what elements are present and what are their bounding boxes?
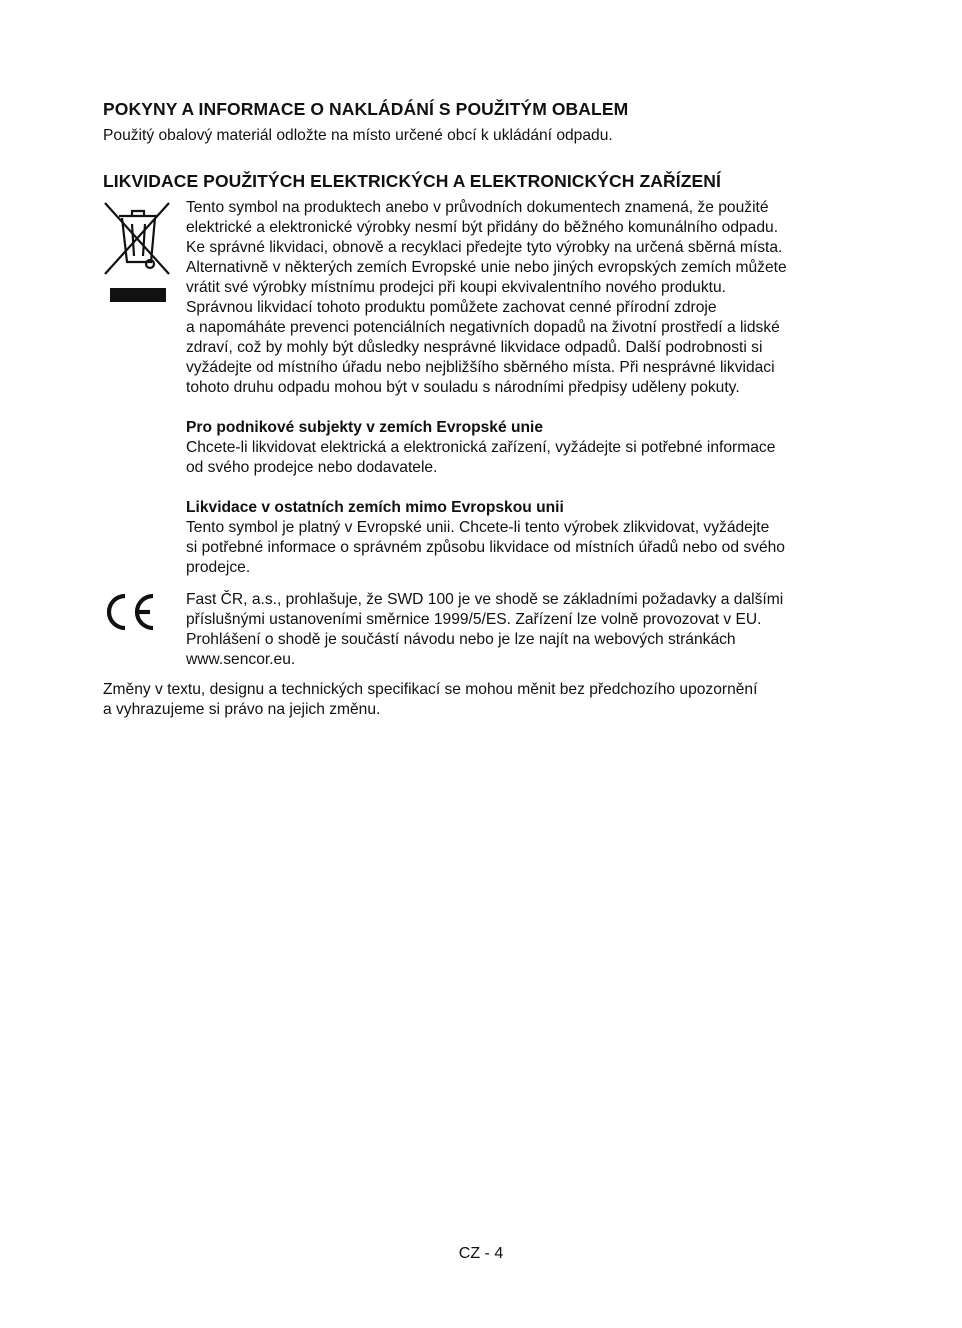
page-number: CZ - 4 xyxy=(458,1245,504,1262)
outside-eu-section xyxy=(186,498,785,578)
outside-title: Likvidace v ostatních zemích mimo Evropskou unii xyxy=(186,499,564,516)
intro-line: Tento symbol na produktech anebo v průvodních dokumentech znamená, že použité xyxy=(186,199,769,216)
ce-line: příslušnými ustanoveními směrnice 1999/5/ES. Zařízení lze volně provozovat v EU. xyxy=(186,611,762,628)
business-title: Pro podnikové subjekty v zemích Evropské unie xyxy=(186,419,544,436)
section1-heading: POKYNY A INFORMACE O NAKLÁDÁNÍ S POUŽITÝM OBALEM xyxy=(103,99,629,119)
business-line: Chcete-li likvidovat elektrická a elektronická zařízení, vyžádejte si potřebné informace xyxy=(186,439,776,456)
intro-line: Správnou likvidací tohoto produktu pomůžete zachovat cenné přírodní zdroje xyxy=(186,299,717,316)
ce-declaration xyxy=(186,590,783,670)
outside-line: Tento symbol je platný v Evropské unii. Chcete-li tento výrobek zlikvidovat, vyžádejte xyxy=(186,519,770,536)
ce-line: www.sencor.eu. xyxy=(186,651,296,668)
intro-line: zdraví, což by mohly být důsledky nesprávné likvidace odpadů. Další podrobnosti si xyxy=(186,339,763,356)
intro-line: vyžádejte od místního úřadu nebo nejbližšího sběrného místa. Při nesprávné likvidaci xyxy=(186,359,775,376)
intro-line: a napomáháte prevenci potenciálních negativních dopadů na životní prostředí a lidské xyxy=(186,319,780,336)
outside-line: si potřebné informace o správném způsobu likvidace od místních úřadů nebo od svého xyxy=(186,539,785,556)
changes-note xyxy=(103,680,757,720)
intro-line: Ke správné likvidaci, obnově a recyklaci předejte tyto výrobky na určená sběrná místa. xyxy=(186,239,783,256)
changes-line: Změny v textu, designu a technických specifikací se mohou měnit bez předchozího upozornění xyxy=(103,681,758,698)
outside-line: prodejce. xyxy=(186,559,251,576)
intro-line: elektrické a elektronické výrobky nesmí být přidány do běžného komunálního odpadu. xyxy=(186,219,779,236)
section1-text: Použitý obalový materiál odložte na místo určené obcí k ukládání odpadu. xyxy=(103,127,613,144)
intro-line: vrátit své výrobky místnímu prodejci při koupi ekvivalentního nového produktu. xyxy=(186,279,726,296)
business-section xyxy=(186,418,775,478)
section2-heading: LIKVIDACE POUŽITÝCH ELEKTRICKÝCH A ELEKTRONICKÝCH ZAŘÍZENÍ xyxy=(103,171,721,191)
changes-line: a vyhrazujeme si právo na jejich změnu. xyxy=(103,701,381,718)
intro-line: Alternativně v některých zemích Evropské unie nebo jiných evropských zemích můžete xyxy=(186,259,787,276)
section2-intro xyxy=(186,198,787,398)
ce-line: Fast ČR, a.s., prohlašuje, že SWD 100 je ve shodě se základními požadavky a dalšími xyxy=(186,591,784,608)
crossed-out-wheelie-bin-icon xyxy=(102,200,174,304)
intro-line: tohoto druhu odpadu mohou být v souladu s národními předpisy uděleny pokuty. xyxy=(186,379,740,396)
ce-mark-icon xyxy=(103,592,157,632)
business-line: od svého prodejce nebo dodavatele. xyxy=(186,459,438,476)
ce-line: Prohlášení o shodě je součástí návodu nebo je lze najít na webových stránkách xyxy=(186,631,736,648)
